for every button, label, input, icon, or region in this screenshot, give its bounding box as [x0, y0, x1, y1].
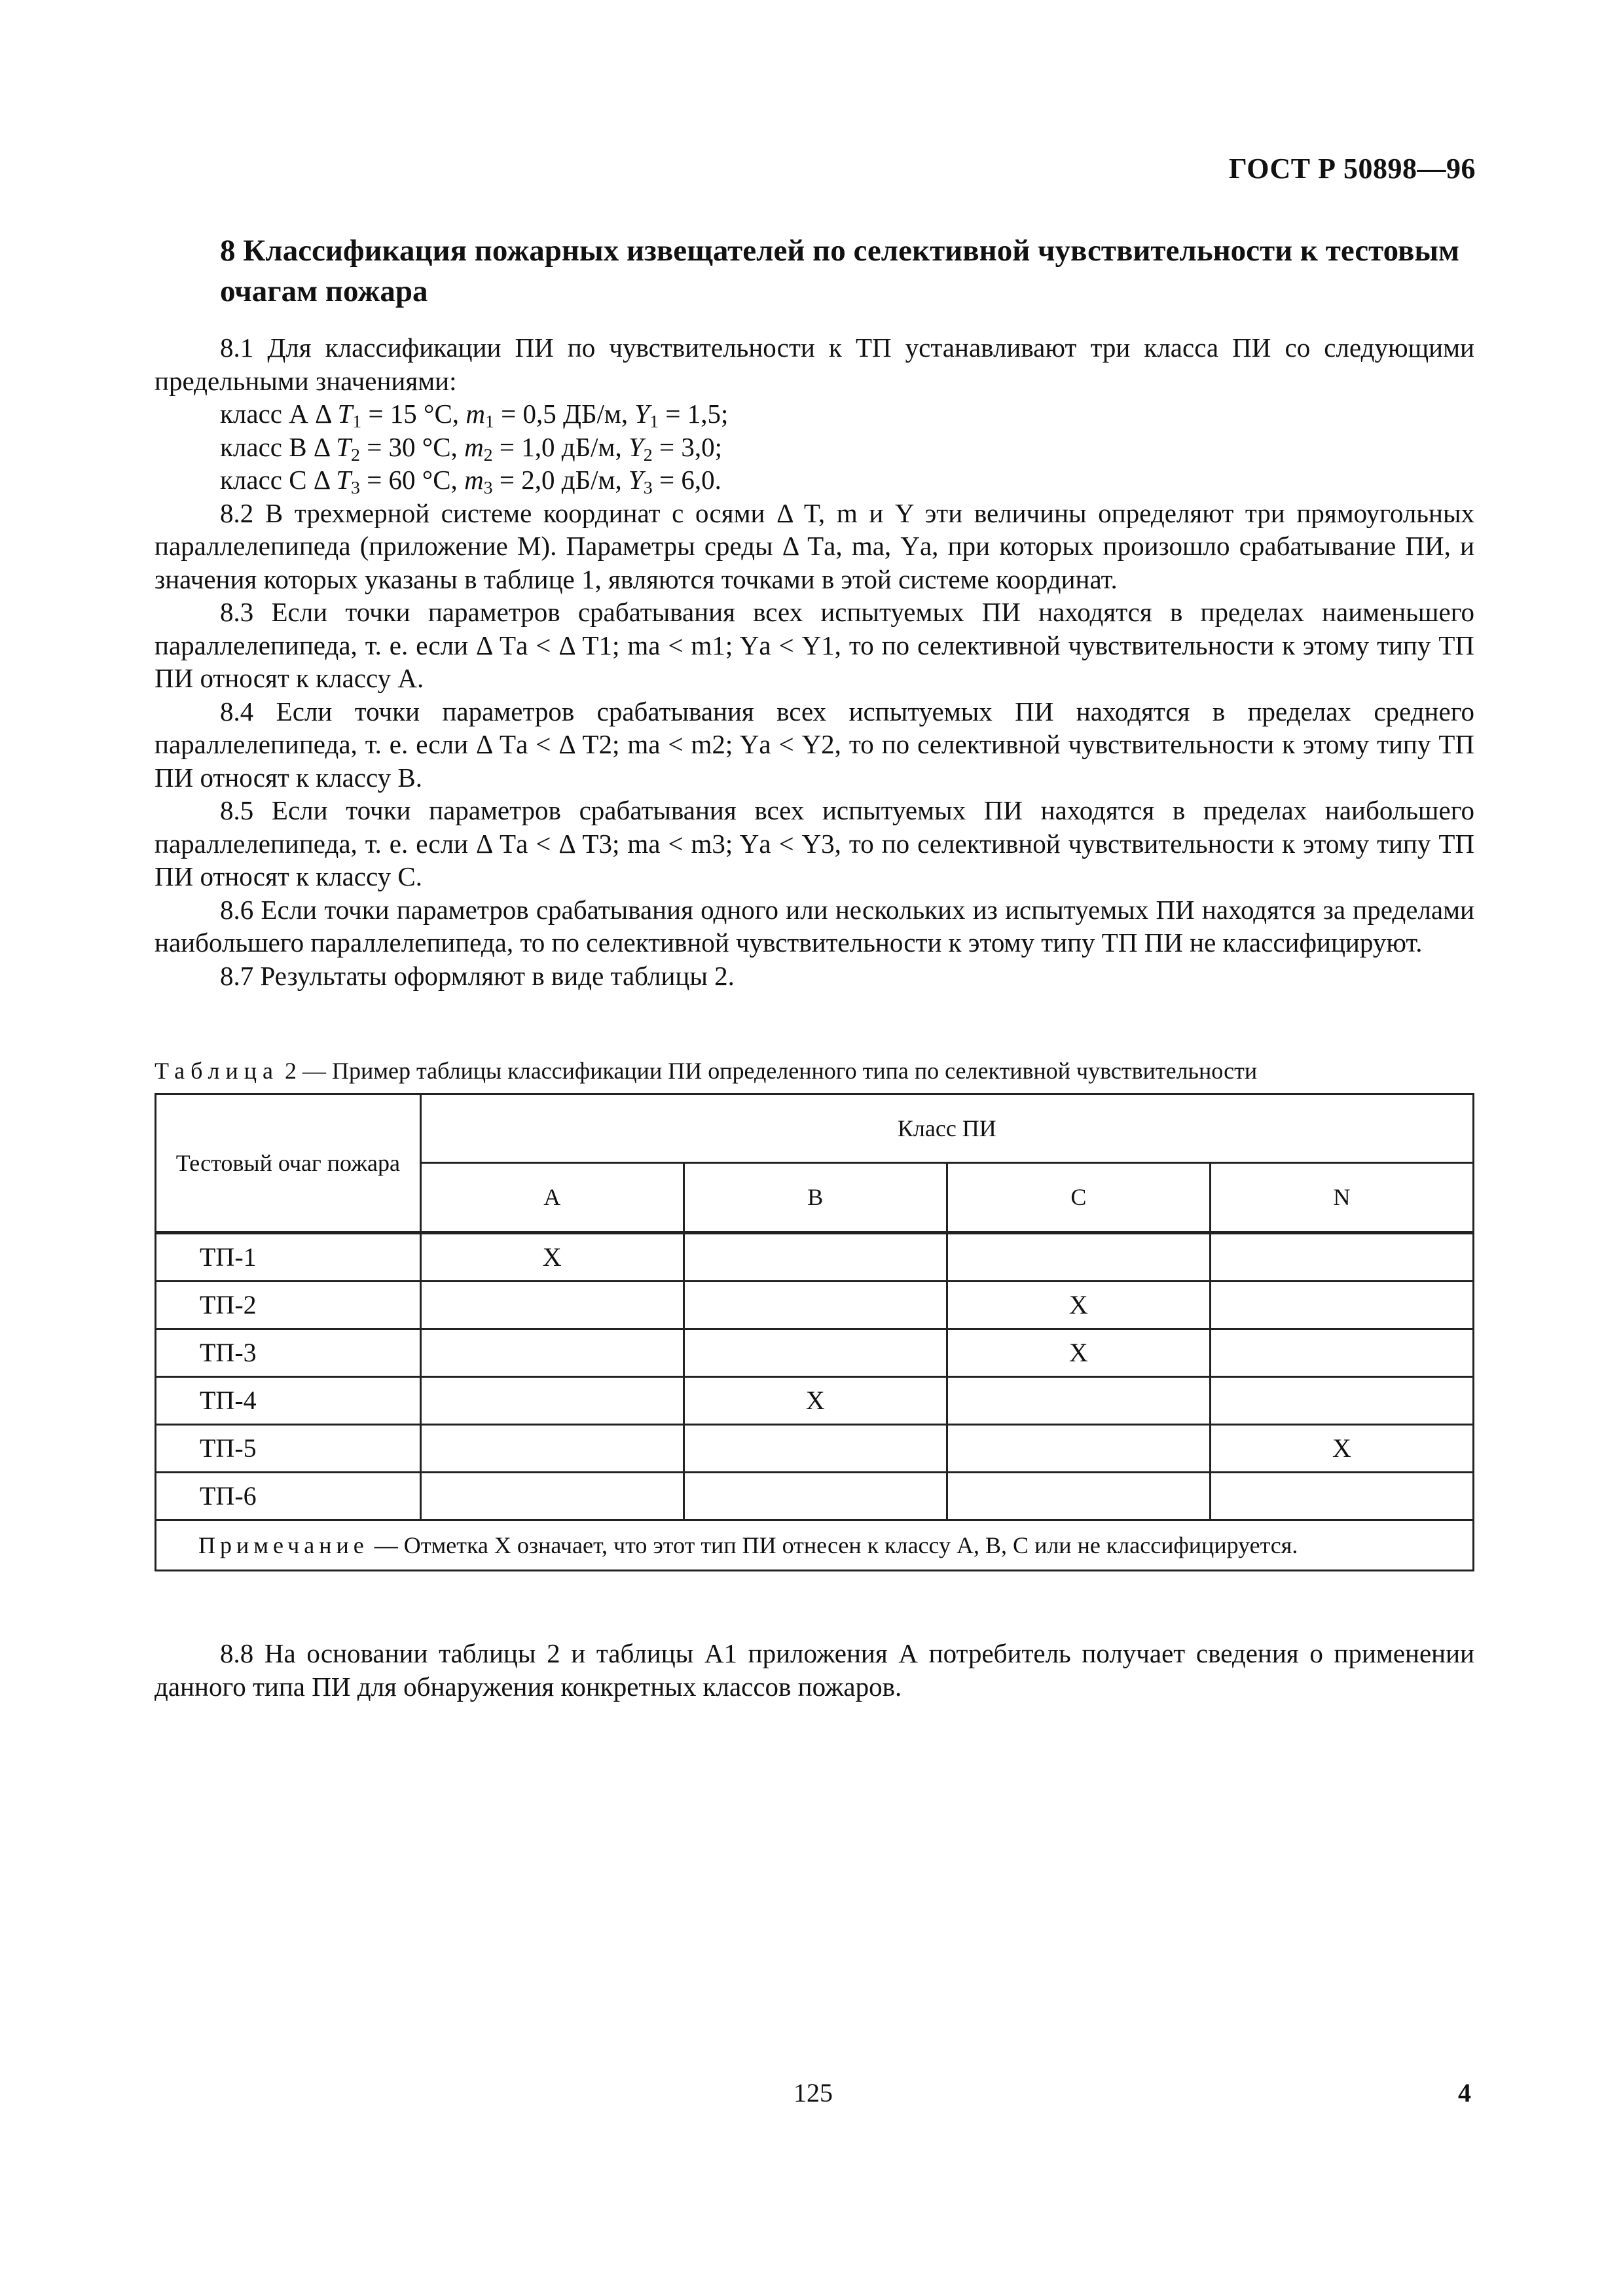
row-label: ТП-2 — [156, 1282, 421, 1329]
row-label: ТП-6 — [156, 1473, 421, 1520]
paragraph-8-5: 8.5 Если точки параметров срабатывания всех испытуемых ПИ находятся в пределах наибольшего параллелепипеда, т. е. если Δ Tа < Δ T3; mа < m3; Yа < Y3, то по селективной чувствительности к этому типу ТП ПИ относят к классу С. — [155, 795, 1474, 891]
column-header: А — [420, 1163, 684, 1233]
paragraph-8-2: 8.2 В трехмерной системе координат с осями Δ T, m и Y эти величины определяют три прямоугольных параллелепипеда (приложение М). Параметры среды Δ Tа, mа, Yа, при которых произошло срабатывание ПИ, и значения которых указаны в таблице 1, являются точками в этой системе координат. — [155, 497, 1474, 594]
table-cell: X — [420, 1233, 684, 1282]
table-row — [156, 1473, 1474, 1520]
row-label: ТП-4 — [156, 1377, 421, 1425]
table-cell — [420, 1473, 684, 1520]
table-cell — [1210, 1329, 1473, 1377]
table-cell — [684, 1425, 947, 1473]
paragraph-8-6: 8.6 Если точки параметров срабатывания одного или нескольких из испытуемых ПИ находятся за пределами наибольшего параллелепипеда, то по селективной чувствительности к этому типу ТП ПИ не классифицируют. — [155, 894, 1474, 958]
column-header: N — [1210, 1163, 1473, 1233]
table-row — [156, 1329, 1474, 1377]
standard-code: ГОСТ Р 50898—96 — [1228, 152, 1476, 185]
table-cell — [684, 1233, 947, 1282]
table-row — [156, 1377, 1474, 1425]
table-row — [156, 1425, 1474, 1473]
table-cell — [1210, 1473, 1473, 1520]
table-cell: X — [1210, 1425, 1473, 1473]
table-cell — [1210, 1282, 1473, 1329]
table-cell — [1210, 1377, 1473, 1425]
table-cell — [420, 1329, 684, 1377]
table-cell — [420, 1282, 684, 1329]
table-cell — [684, 1282, 947, 1329]
row-label: ТП-1 — [156, 1233, 421, 1282]
row-label: ТП-5 — [156, 1425, 421, 1473]
paragraph-8-7: 8.7 Результаты оформляют в виде таблицы 2. — [220, 960, 735, 991]
column-header: С — [947, 1163, 1210, 1233]
table-2-caption: Таблица 2 — Пример таблицы классификации ПИ определенного типа по селективной чувствительности — [155, 1058, 1258, 1084]
row-label: ТП-3 — [156, 1329, 421, 1377]
document-body — [155, 331, 1474, 1703]
table-cell — [1210, 1233, 1473, 1282]
table-row — [156, 1233, 1474, 1282]
sheet-number: 4 — [1458, 2078, 1471, 2108]
table-cell — [420, 1425, 684, 1473]
table-cell — [947, 1473, 1210, 1520]
table-cell — [420, 1377, 684, 1425]
table-row — [156, 1282, 1474, 1329]
paragraph-8-4: 8.4 Если точки параметров срабатывания всех испытуемых ПИ находятся в пределах среднего параллелепипеда, т. е. если Δ Tа < Δ T2; mа < m2; Yа < Y2, то по селективной чувствительности к этому типу ТП ПИ относят к классу В. — [155, 696, 1474, 793]
table-cell — [684, 1473, 947, 1520]
table-cell: X — [684, 1377, 947, 1425]
paragraph-8-1: 8.1 Для классификации ПИ по чувствительности к ТП устанавливают три класса ПИ со следующими предельными значениями: — [155, 332, 1474, 396]
column-header: В — [684, 1163, 947, 1233]
table-note: Примечание — Отметка X означает, что этот тип ПИ отнесен к классу А, В, С или не классифицируется. — [156, 1520, 1474, 1571]
table-group-header: Класс ПИ — [420, 1094, 1473, 1163]
table-cell — [684, 1329, 947, 1377]
paragraph-8-3: 8.3 Если точки параметров срабатывания всех испытуемых ПИ находятся в пределах наименьшего параллелепипеда, т. е. если Δ Tа < Δ T1; mа < m1; Yа < Y1, то по селективной чувствительности к этому типу ТП ПИ относят к классу А. — [155, 597, 1474, 693]
class-a-limits: класс А Δ $T_1 = 15$ °С, $m_1 = 0,5$ ДБ/м, $Y_1 = 1,5$; — [220, 399, 729, 432]
section-heading: 8 Классификация пожарных извещателей по селективной чувствительности к тестовым очагам пожара — [220, 234, 1460, 308]
table-corner-header: Тестовый очаг пожара — [156, 1094, 421, 1233]
paragraph-8-8: 8.8 На основании таблицы 2 и таблицы А1 приложения А потребитель получает сведения о применении данного типа ПИ для обнаружения конкретных классов пожаров. — [155, 1638, 1474, 1702]
table-cell: X — [947, 1282, 1210, 1329]
table-cell — [947, 1425, 1210, 1473]
class-b-limits: класс В Δ $T_2 = 30$ °С, $m_2 = 1,0$ дБ/м, $Y_2 = 3,0$; — [220, 431, 722, 465]
table-cell — [947, 1233, 1210, 1282]
table-cell: X — [947, 1329, 1210, 1377]
class-c-limits: класс С Δ $T_3 = 60$ °С, $m_3 = 2,0$ дБ/м, $Y_3 = 6,0$. — [220, 465, 721, 498]
classification-table — [155, 1093, 1474, 1571]
page-number: 125 — [793, 2078, 833, 2108]
table-cell — [947, 1377, 1210, 1425]
